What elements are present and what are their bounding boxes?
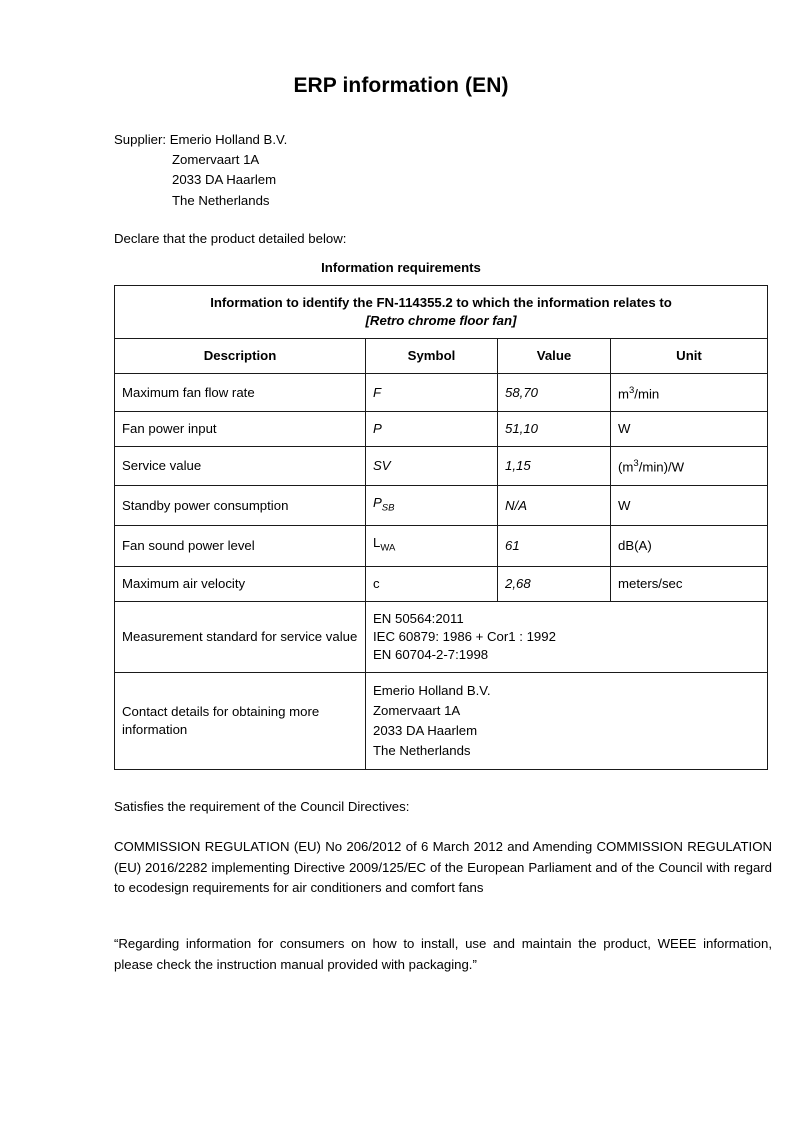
table-row [115,374,768,412]
table-row [115,567,768,602]
row-value: 1,15 [498,447,611,485]
table-row-column-headers [115,339,768,374]
column-header-unit: Unit [611,339,768,374]
unit-post: /min)/W [638,459,685,475]
table-row [115,447,768,485]
symbol-base: c [373,576,380,592]
declare-line: Declare that the product detailed below: [114,231,347,246]
unit-post: /min [634,386,660,402]
unit-pre: W [618,421,631,437]
contact-details-line-2: Zomervaart 1A [373,703,461,719]
page-title: ERP information (EN) [293,74,509,97]
merged-header-line1: Information to identify the FN-114355.2 to which the information relates to [210,295,672,310]
row-value: 51,10 [498,412,611,447]
contact-details-line-3: 2033 DA Haarlem [373,723,478,739]
contact-details-description: Contact details for obtaining more information [115,673,366,770]
row-unit [611,412,768,447]
column-header-value: Value [498,339,611,374]
contact-details-values [366,673,768,770]
symbol-base: SV [373,458,391,474]
supplier-block [114,130,287,211]
table-row [115,526,768,567]
regulation-paragraph: COMMISSION REGULATION (EU) No 206/2012 of 6 March 2012 and Amending COMMISSION REGULATION (EU) 2016/2282 implementing Directive 2009/125/EC of the European Parliament and of the Council with regard to ecodesign requirements for air conditioners and comfort fans [114,839,772,895]
row-unit [611,567,768,602]
measurement-standard-description: Measurement standard for service value [115,602,366,673]
row-symbol [366,374,498,412]
row-symbol [366,447,498,485]
row-description: Maximum air velocity [115,567,366,602]
supplier-address-line-2: 2033 DA Haarlem [172,172,277,188]
supplier-address-line-3: The Netherlands [172,192,270,208]
symbol-base: L [373,535,381,551]
column-header-description: Description [115,339,366,374]
row-symbol [366,567,498,602]
row-value: N/A [498,485,611,526]
satisfies-paragraph: Satisfies the requirement of the Council Directives: [114,799,410,814]
merged-header-product-name: [Retro chrome floor fan] [365,313,517,328]
contact-details-line-4: The Netherlands [373,743,471,759]
supplier-name-line: Supplier: Emerio Holland B.V. [114,132,288,147]
row-symbol [366,412,498,447]
merged-header-cell [115,286,768,339]
row-symbol [366,526,498,567]
row-unit [611,447,768,485]
unit-pre: (m [618,459,634,475]
table-row-merged-header [115,286,768,339]
unit-superscript: 3 [629,385,635,396]
row-description: Service value [115,447,366,485]
weee-paragraph: “Regarding information for consumers on how to install, use and maintain the product, WEEE information, please check the instruction manual provided with packaging.” [114,936,772,972]
row-symbol [366,485,498,526]
row-description: Standby power consumption [115,485,366,526]
unit-pre: m [618,386,629,402]
row-description: Fan power input [115,412,366,447]
unit-pre: W [618,497,631,513]
table-caption: Information requirements [321,260,481,275]
supplier-address-line-1: Zomervaart 1A [172,152,260,168]
symbol-base: P [373,494,382,510]
row-unit [611,374,768,412]
row-value: 2,68 [498,567,611,602]
measurement-standard-line-1: EN 50564:2011 [373,611,464,627]
symbol-base: F [373,384,382,400]
row-value: 61 [498,526,611,567]
unit-pre: meters/sec [618,576,683,592]
row-unit [611,485,768,526]
symbol-subscript: SB [381,502,395,514]
table-row [115,485,768,526]
measurement-standard-line-3: EN 60704-2-7:1998 [373,647,489,663]
column-header-symbol: Symbol [366,339,498,374]
erp-information-table [114,285,768,770]
row-description: Fan sound power level [115,526,366,567]
table-row-contact-details [115,673,768,770]
contact-details-line-1: Emerio Holland B.V. [373,683,491,699]
symbol-base: P [373,421,382,437]
measurement-standard-line-2: IEC 60879: 1986 + Cor1 : 1992 [373,629,556,645]
unit-pre: dB(A) [618,538,652,554]
table-row-measurement-standard [115,602,768,673]
row-unit [611,526,768,567]
symbol-subscript: WA [380,543,396,555]
measurement-standard-values [366,602,768,673]
table-row [115,412,768,447]
row-value: 58,70 [498,374,611,412]
unit-superscript: 3 [633,458,639,470]
row-description: Maximum fan flow rate [115,374,366,412]
